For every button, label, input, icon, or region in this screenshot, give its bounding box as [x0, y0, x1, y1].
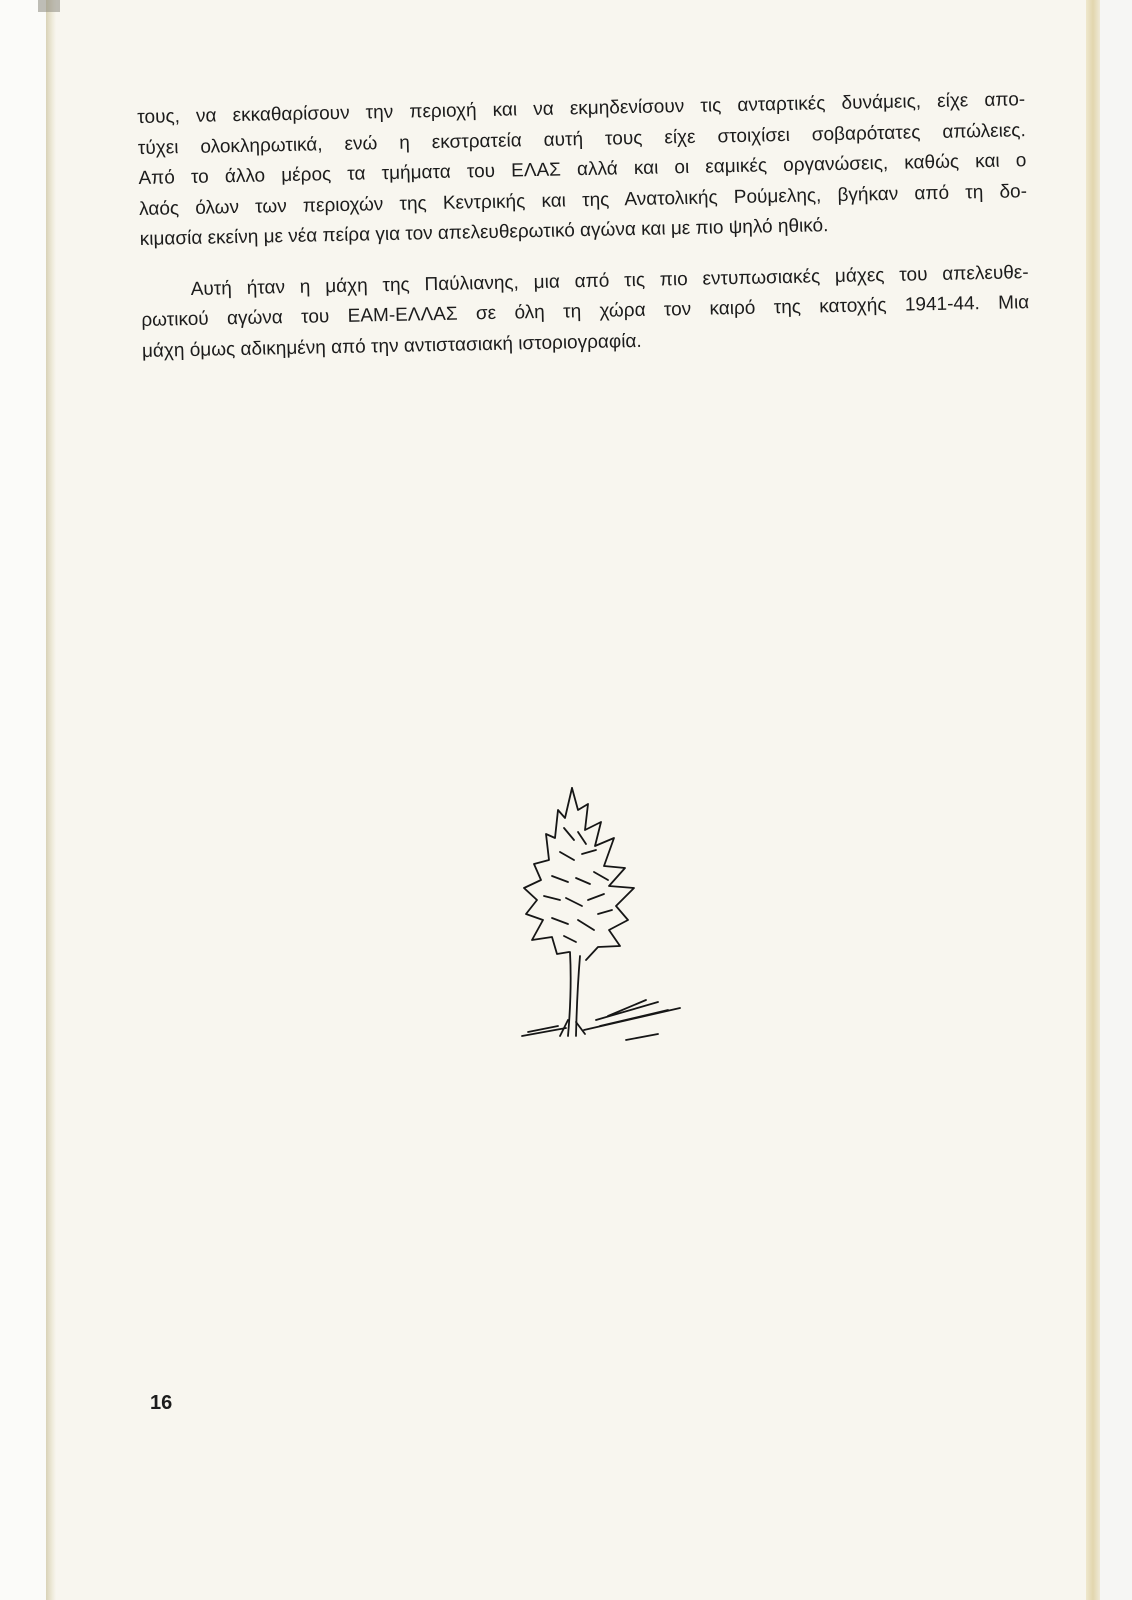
text-line: λαός όλων των περιοχών της Κεντρικής και της Ανατολικής Ρούμελης, βγήκαν από τη δο- [138, 180, 1028, 220]
page-right-edge [1086, 0, 1100, 1600]
text-line: Από το άλλο μέρος τα τμήματα του ΕΛΑΣ αλλά και οι εαμικές οργανώσεις, καθώς και ο [138, 150, 1027, 189]
text-line: τους, να εκκαθαρίσουν την περιοχή και να εκμηδενίσουν τις ανταρτικές δυνάμεις, είχε απο- [137, 89, 1026, 128]
page-number: 16 [150, 1392, 173, 1414]
body-text [137, 85, 1030, 367]
text-line: Αυτή ήταν η μάχη της Παύλιανης, μια από τις πιο εντυπωσιακές μάχες του απελευθε- [190, 261, 1029, 300]
paragraph-2 [140, 258, 1030, 367]
scan-outer-margin [1100, 0, 1132, 1600]
text-line: ρωτικού αγώνα του ΕΑΜ-ΕΛΛΑΣ σε όλη τη χώρα τον καιρό της κατοχής 1941-44. Μια [141, 292, 1030, 331]
text-line: κιμασία εκείνη με νέα πείρα για τον απελευθερωτικό αγώνα και με πιο ψηλό ηθικό. [139, 215, 829, 250]
scan-corner-mark [38, 0, 60, 12]
page-binding-edge [46, 0, 56, 1600]
paragraph-1 [137, 85, 1028, 255]
tree-sketch-icon [508, 780, 688, 1050]
text-line: τύχει ολοκληρωτικά, ενώ η εκστρατεία αυτή τους είχε στοιχίσει σοβαρότατες απώλειες. [137, 119, 1026, 159]
text-line: μάχη όμως αδικημένη από την αντιστασιακή ιστοριογραφία. [141, 330, 642, 362]
